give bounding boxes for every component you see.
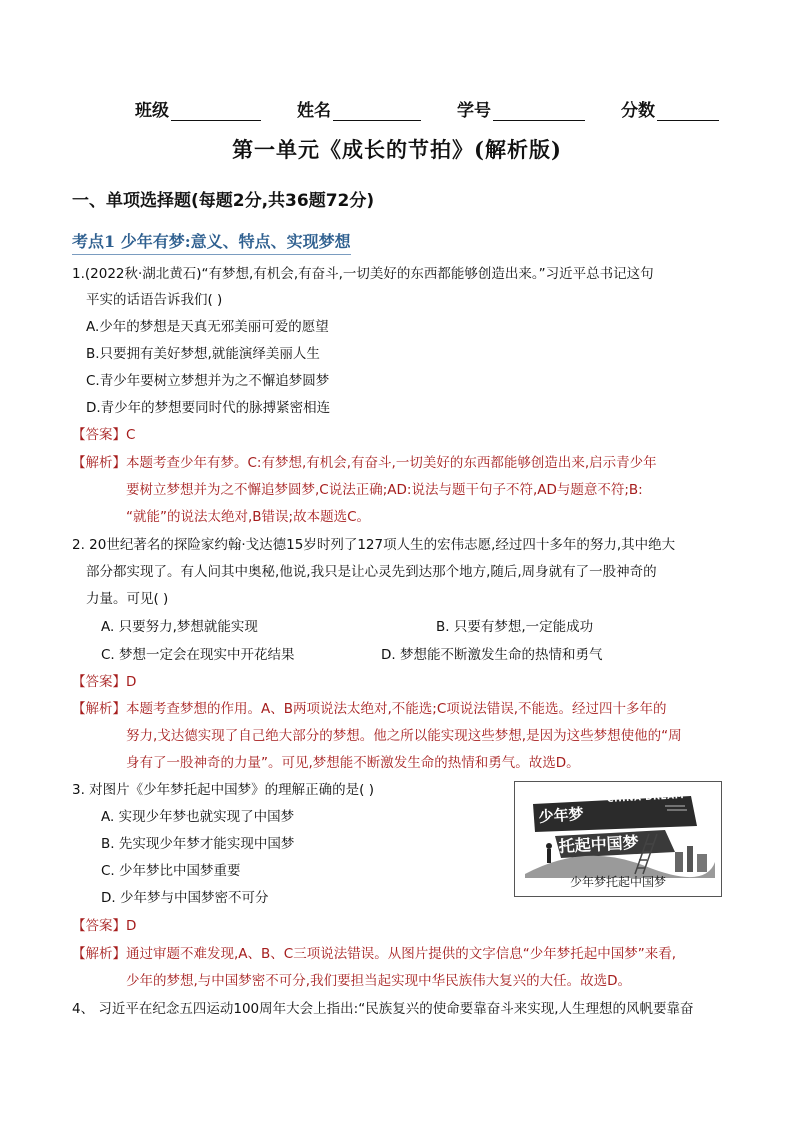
class-field[interactable] (135, 96, 261, 121)
score-label: 分数 (621, 101, 655, 121)
q3-analysis-line-1: 通过审题不难发现,A、B、C三项说法错误。从图片提供的文字信息“少年梦托起中国梦”来看, (126, 946, 676, 962)
q3-analysis-tag: 【解析】 (72, 946, 126, 962)
q2-stem-line-2: 部分都实现了。有人问其中奥秘,他说,我只是让心灵先到达那个地方,随后,周身就有了一股神奇的 (86, 564, 657, 580)
q4-stem-line-1: 4、 习近平在纪念五四运动100周年大会上指出:“民族复兴的使命要靠奋斗来实现,人生理想的风帆要靠奋 (72, 1001, 694, 1017)
q2-stem-line-3: 力量。可见( ) (86, 591, 169, 607)
q1-analysis-line-2: 要树立梦想并为之不懈追梦圆梦,C说法正确;AD:说法与题干句子不符,AD与题意不符;B: (126, 482, 643, 498)
q3-answer-tag: 【答案】 (72, 918, 126, 934)
document-title: 第一单元《成长的节拍》(解析版) (232, 137, 562, 162)
q3-answer: D (126, 918, 137, 934)
class-blank[interactable] (171, 102, 261, 121)
section-heading: 一、单项选择题(每题2分,共36题72分) (72, 191, 375, 211)
score-field[interactable] (621, 96, 719, 121)
student-id-field[interactable] (457, 96, 585, 121)
q3-option-b[interactable]: B. 先实现少年梦才能实现中国梦 (101, 836, 295, 852)
q2-option-b[interactable]: B. 只要有梦想,一定能成功 (436, 619, 594, 635)
q3-option-d[interactable]: D. 少年梦与中国梦密不可分 (101, 890, 269, 906)
svg-text:少年梦: 少年梦 (538, 804, 585, 826)
q3-option-a[interactable]: A. 实现少年梦也就实现了中国梦 (101, 809, 295, 825)
q2-answer: D (126, 674, 137, 690)
name-label: 姓名 (297, 101, 331, 121)
q1-analysis-line-3: “就能”的说法太绝对,B错误;故本题选C。 (126, 509, 371, 525)
q2-option-d[interactable]: D. 梦想能不断激发生命的热情和勇气 (381, 647, 603, 663)
q1-answer-tag: 【答案】 (72, 427, 126, 443)
q3-option-c[interactable]: C. 少年梦比中国梦重要 (101, 863, 241, 879)
topic-heading: 考点1 少年有梦:意义、特点、实现梦想 (72, 229, 351, 255)
figure-art-text: CHINA DREAM (606, 790, 685, 806)
student-id-label: 学号 (457, 101, 491, 121)
figure-caption: 少年梦托起中国梦 (569, 875, 666, 889)
q1-stem-line-1: 1.(2022秋·湖北黄石)“有梦想,有机会,有奋斗,一切美好的东西都能够创造出来。”习近平总书记这句 (72, 266, 654, 282)
q2-option-a[interactable]: A. 只要努力,梦想就能实现 (101, 619, 258, 635)
class-label: 班级 (135, 101, 169, 121)
q1-stem-line-2: 平实的话语告诉我们( ) (86, 292, 223, 308)
score-blank[interactable] (657, 102, 719, 121)
q1-option-a[interactable]: A.少年的梦想是天真无邪美丽可爱的愿望 (86, 319, 329, 335)
q1-answer: C (126, 427, 136, 443)
q2-analysis-line-1: 本题考查梦想的作用。A、B两项说法太绝对,不能选;C项说法错误,不能选。经过四十多年的 (126, 701, 667, 717)
q2-option-c[interactable]: C. 梦想一定会在现实中开花结果 (101, 647, 295, 663)
q2-analysis-tag: 【解析】 (72, 701, 126, 717)
q1-analysis-line-1: 本题考查少年有梦。C:有梦想,有机会,有奋斗,一切美好的东西都能够创造出来,启示青少年 (126, 455, 657, 471)
china-dream-figure (514, 781, 722, 897)
q3-stem: 3. 对图片《少年梦托起中国梦》的理解正确的是( ) (72, 782, 374, 798)
q3-analysis-line-2: 少年的梦想,与中国梦密不可分,我们要担当起实现中华民族伟大复兴的大任。故选D。 (126, 973, 631, 989)
q1-option-b[interactable]: B.只要拥有美好梦想,就能演绎美丽人生 (86, 346, 320, 362)
q2-analysis-line-3: 身有了一股神奇的力量”。可见,梦想能不断激发生命的热情和勇气。故选D。 (126, 755, 580, 771)
q2-analysis-line-2: 努力,戈达德实现了自己绝大部分的梦想。他之所以能实现这些梦想,是因为这些梦想使他的“周 (126, 728, 682, 744)
q1-analysis-tag: 【解析】 (72, 455, 126, 471)
name-blank[interactable] (333, 102, 421, 121)
q2-stem-line-1: 2. 20世纪著名的探险家约翰·戈达德15岁时列了127项人生的宏伟志愿,经过四十多年的努力,其中绝大 (72, 537, 676, 553)
student-id-blank[interactable] (493, 102, 585, 121)
q1-option-c[interactable]: C.青少年要树立梦想并为之不懈追梦圆梦 (86, 373, 330, 389)
q1-option-d[interactable]: D.青少年的梦想要同时代的脉搏紧密相连 (86, 400, 331, 416)
student-info-fields (135, 96, 725, 121)
q2-answer-tag: 【答案】 (72, 674, 126, 690)
svg-text:托起中国梦: 托起中国梦 (558, 832, 640, 856)
name-field[interactable] (297, 96, 421, 121)
